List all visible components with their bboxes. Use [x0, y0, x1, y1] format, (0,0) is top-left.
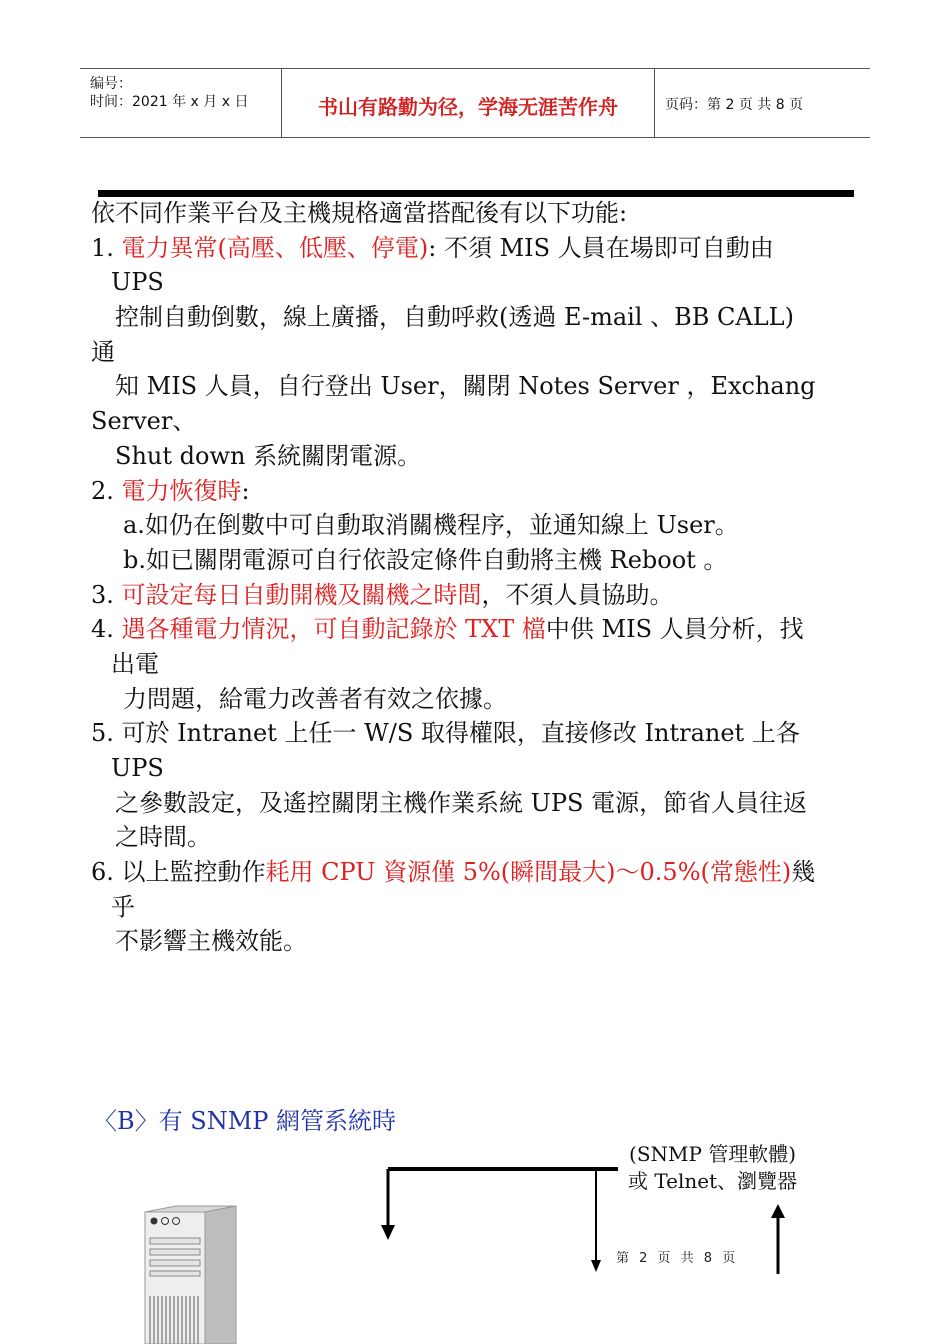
- item-5-line-1: 5. 可於 Intranet 上任一 W/S 取得權限，直接修改 Intranet 上各: [91, 719, 800, 748]
- server-tower-icon: [145, 1206, 236, 1344]
- item-5-line-3: 之參數設定，及遙控關閉主機作業系統 UPS 電源，節省人員往返: [115, 788, 808, 817]
- item-number: 4.: [91, 615, 122, 644]
- item-1-line-2: UPS: [111, 268, 164, 297]
- section-b-title: 〈B〉有 SNMP 網管系統時: [93, 1107, 397, 1135]
- item-2-highlight: 電力恢復時: [121, 476, 242, 505]
- item-number: 1.: [91, 233, 122, 262]
- item-1-highlight: 電力異常(高壓、低壓、停電): [121, 233, 429, 262]
- connector-lines: [388, 1169, 618, 1262]
- item-5-line-4: 之時間。: [115, 823, 211, 852]
- item-6-highlight: 耗用 CPU 資源僅 5%(瞬間最大)～0.5%(常態性): [265, 858, 792, 887]
- intro-line: 依不同作業平台及主機規格適當搭配後有以下功能:: [91, 199, 628, 227]
- item-4-highlight: 遇各種電力情況，可自動記錄於 TXT 檔: [121, 615, 546, 644]
- snmp-label-line-1: (SNMP 管理軟體): [629, 1142, 797, 1166]
- item-5-line-2: UPS: [111, 754, 164, 782]
- item-number: 2.: [91, 476, 122, 505]
- item-4-text: 中供 MIS 人員分析，找: [545, 615, 804, 644]
- item-4-line-2: 出電: [111, 649, 159, 678]
- header-page-info: 页码：第 2 页 共 8 页: [665, 97, 804, 113]
- item-number: 3.: [91, 580, 122, 609]
- doc-date-label: 时间：2021 年 x 月 x 日: [90, 94, 249, 110]
- item-6-text: 6. 以上監控動作: [91, 858, 266, 887]
- arrow-up-icon: [771, 1204, 785, 1274]
- item-1-text: : 不須 MIS 人員在場即可自動由: [428, 233, 774, 262]
- item-3-highlight: 可設定每日自動開機及關機之時間: [121, 580, 482, 609]
- item-1-line-4: 通: [91, 337, 115, 366]
- header-motto: 书山有路勤为径，学海无涯苦作舟: [318, 95, 618, 119]
- doc-number-label: 编号：: [90, 76, 132, 92]
- item-6-text-end: 幾: [791, 858, 816, 887]
- item-1-line-6: Server、: [91, 407, 197, 436]
- item-6-line-3: 不影響主機效能。: [115, 927, 307, 956]
- item-3-text: ，不須人員協助。: [481, 580, 674, 609]
- arrow-down-icon: [381, 1225, 395, 1240]
- item-1-line-7: Shut down 系統關閉電源。: [115, 441, 422, 470]
- item-2-sub-b: b.如已關閉電源可自行依設定條件自動將主機 Reboot 。: [123, 545, 728, 574]
- footer-page-number: 第 2 页 共 8 页: [616, 1251, 739, 1266]
- item-2-text: :: [241, 476, 250, 505]
- item-1-line-5: 知 MIS 人員，自行登出 User，關閉 Notes Server ，Exchang: [115, 372, 816, 401]
- item-4-line-3: 力問題，給電力改善者有效之依據。: [123, 684, 507, 713]
- snmp-label-line-2: 或 Telnet、瀏覽器: [628, 1169, 798, 1193]
- item-6-line-2: 乎: [111, 892, 135, 921]
- item-1-line-3: 控制自動倒數，線上廣播，自動呼救(透過 E-mail 、BB CALL): [115, 303, 794, 332]
- item-2-sub-a: a.如仍在倒數中可自動取消關機程序，並通知線上 User。: [123, 511, 739, 540]
- arrow-down-icon: [591, 1260, 601, 1272]
